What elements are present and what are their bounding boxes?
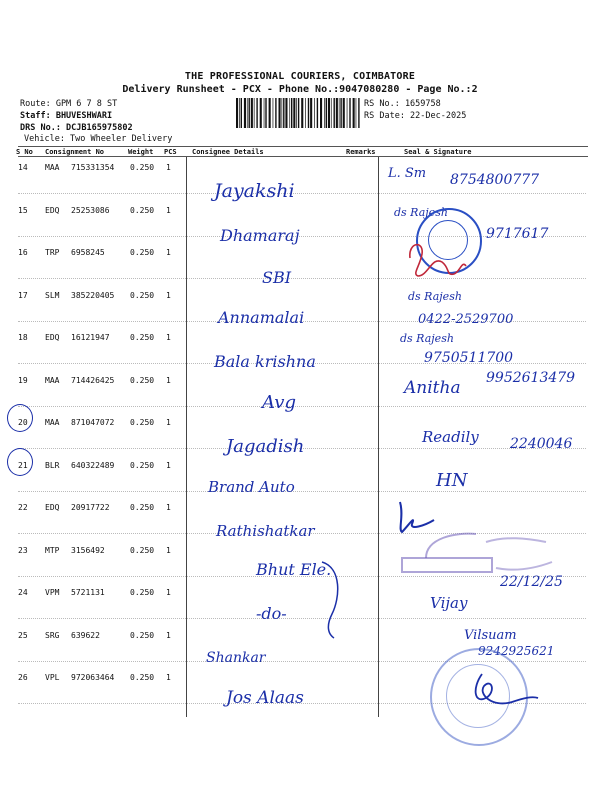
barcode-bar [328, 98, 330, 128]
phone-15: 9717617 [486, 226, 549, 242]
barcode-bar [282, 98, 283, 128]
row-consignment-number: 640322489 [71, 461, 115, 470]
barcode-bar [334, 98, 335, 128]
barcode-bar [296, 98, 297, 128]
header-top-rule [18, 146, 588, 147]
consignee-hand-15: Dhamaraj [220, 226, 300, 245]
row-weight: 0.250 [130, 206, 155, 215]
consignee-hand-22: Rathishatkar [216, 522, 315, 540]
row-consignment-prefix: SRG [45, 631, 60, 640]
col-seal: Seal & Signature [404, 148, 472, 156]
barcode-bar [249, 98, 250, 128]
purple-seal-stamp [396, 528, 556, 588]
barcode-bar [324, 98, 325, 128]
row-consignment-prefix: VPM [45, 588, 60, 597]
barcode-bar [283, 98, 284, 128]
row-consignment-prefix: EDQ [45, 333, 60, 342]
row-pcs: 1 [166, 291, 171, 300]
consignee-divider [186, 157, 187, 717]
signature-21: HN [436, 470, 468, 491]
barcode-bar [331, 98, 332, 128]
row-consignment-prefix: MAA [45, 163, 60, 172]
consignee-hand-17: Annamalai [218, 308, 305, 327]
route-label: Route: GPM 6 7 8 ST [20, 99, 118, 109]
barcode-bar [343, 98, 345, 128]
red-signature-mark [402, 236, 472, 280]
barcode-bar [326, 98, 327, 128]
consignee-hand-26: Shankar [206, 650, 266, 666]
runsheet-subtitle: Delivery Runsheet - PCX - Phone No.:9047080280 - Page No.:2 [122, 84, 478, 95]
row-consignment-prefix: EDQ [45, 206, 60, 215]
signature-14: L. Sm [388, 166, 427, 181]
signature-19: Anitha [404, 378, 461, 398]
row-pcs: 1 [166, 546, 171, 555]
phone-19: 9952613479 [486, 370, 576, 386]
row-consignment-prefix: TRP [45, 248, 60, 257]
row-consignment-number: 385220405 [71, 291, 115, 300]
barcode-bar [254, 98, 255, 128]
row-consignment-prefix: VPL [45, 673, 60, 682]
barcode-bar [273, 98, 274, 128]
row-pcs: 1 [166, 376, 171, 385]
row-consignment-number: 871047072 [71, 418, 115, 427]
barcode-bar [356, 98, 357, 128]
barcode-bar [289, 98, 290, 128]
row-consignment-number: 5721131 [71, 588, 105, 597]
row-weight: 0.250 [130, 376, 155, 385]
row-consignment-number: 16121947 [71, 333, 110, 342]
row-consignment-number: 714426425 [71, 376, 115, 385]
staff-label: Staff: BHUVESHWARI [20, 111, 113, 121]
circled-row-20-mark [7, 404, 33, 432]
row-weight: 0.250 [130, 588, 155, 597]
row-separator [18, 406, 586, 407]
row-pcs: 1 [166, 588, 171, 597]
date-24: 22/12/25 [500, 574, 563, 590]
row-weight: 0.250 [130, 248, 155, 257]
barcode-bar [339, 98, 340, 128]
barcode-bar [244, 98, 246, 128]
consignee-hand-14: Jayakshi [214, 180, 295, 202]
barcode-bar [236, 98, 238, 128]
row-sno: 21 [18, 461, 28, 470]
phone-18: 9750511700 [424, 350, 514, 366]
row-weight: 0.250 [130, 631, 155, 640]
consignee-hand-18: Bala krishna [214, 352, 316, 371]
row-sno: 15 [18, 206, 28, 215]
row-consignment-prefix: MTP [45, 546, 60, 555]
barcode-bar [298, 98, 299, 128]
barcode-bar [269, 98, 271, 128]
circled-row-21-mark [7, 448, 33, 476]
row-weight: 0.250 [130, 546, 155, 555]
row-separator [18, 278, 586, 279]
row-pcs: 1 [166, 461, 171, 470]
company-title: THE PROFESSIONAL COURIERS, COIMBATORE [184, 71, 416, 82]
row-weight: 0.250 [130, 461, 155, 470]
col-consignee: Consignee Details [192, 148, 264, 156]
row-consignment-number: 639622 [71, 631, 100, 640]
barcode-bar [308, 98, 309, 128]
signature-17: ds Rajesh [408, 290, 462, 303]
barcode-bar [264, 98, 265, 128]
consignee-hand-23: Bhut Ele. [256, 560, 332, 579]
barcode-bar [256, 98, 257, 128]
row-weight: 0.250 [130, 418, 155, 427]
phone-17: 0422-2529700 [418, 312, 514, 327]
barcode [236, 98, 360, 128]
barcode-bar [340, 98, 341, 128]
consignee-hand-24: -do- [256, 604, 287, 623]
barcode-bar [247, 98, 248, 128]
row-weight: 0.250 [130, 291, 155, 300]
col-consignment: Consignment No [45, 148, 105, 156]
row-sno: 16 [18, 248, 28, 257]
row-pcs: 1 [166, 418, 171, 427]
row-sno: 18 [18, 333, 28, 342]
barcode-bar [265, 98, 266, 128]
row-sno: 17 [18, 291, 28, 300]
barcode-bar [241, 98, 242, 128]
barcode-bar [349, 98, 350, 128]
vehicle-label: Vehicle: Two Wheeler Delivery [24, 134, 173, 144]
row-separator [18, 193, 586, 194]
signature-18: ds Rajesh [400, 332, 454, 345]
row-consignment-prefix: MAA [45, 376, 60, 385]
barcode-bar [239, 98, 240, 128]
rs-date: RS Date: 22-Dec-2025 [364, 111, 467, 121]
row-separator [18, 491, 586, 492]
row-pcs: 1 [166, 248, 171, 257]
barcode-bar [279, 98, 281, 128]
signature-24: Vijay [430, 594, 468, 612]
barcode-bar [275, 98, 276, 128]
remarks-divider [378, 157, 379, 717]
phone-25: 9242925621 [478, 644, 555, 658]
row-consignment-number: 972063464 [71, 673, 115, 682]
col-sno: S No [16, 148, 33, 156]
row-weight: 0.250 [130, 673, 155, 682]
row-sno: 22 [18, 503, 28, 512]
row-sno: 24 [18, 588, 28, 597]
barcode-bar [353, 98, 355, 128]
row-consignment-prefix: BLR [45, 461, 60, 470]
header-bottom-rule [18, 156, 588, 157]
row-pcs: 1 [166, 631, 171, 640]
signature-15: ds Rajesh [394, 206, 448, 219]
phone-14: 8754800777 [450, 172, 540, 188]
barcode-bar [285, 98, 287, 128]
row-sno: 20 [18, 418, 28, 427]
row-sno: 14 [18, 163, 28, 172]
barcode-bar [293, 98, 295, 128]
row-consignment-number: 3156492 [71, 546, 105, 555]
barcode-bar [251, 98, 253, 128]
barcode-bar [317, 98, 318, 128]
row-sno: 19 [18, 376, 28, 385]
row-weight: 0.250 [130, 333, 155, 342]
row-sno: 26 [18, 673, 28, 682]
signature-26 [452, 668, 542, 718]
barcode-bar [347, 98, 348, 128]
consignee-hand-21: Brand Auto [208, 478, 295, 496]
row-consignment-number: 715331354 [71, 163, 115, 172]
row-consignment-number: 20917722 [71, 503, 110, 512]
row-consignment-prefix: SLM [45, 291, 60, 300]
row-sno: 23 [18, 546, 28, 555]
barcode-bar [336, 98, 338, 128]
row-weight: 0.250 [130, 163, 155, 172]
bracket-mark [318, 558, 348, 642]
consignee-hand-19: Avg [262, 392, 296, 413]
row-consignment-number: 6958245 [71, 248, 105, 257]
col-remarks: Remarks [346, 148, 376, 156]
barcode-bar [291, 98, 292, 128]
signature-20: Readily [422, 428, 479, 446]
row-consignment-prefix: EDQ [45, 503, 60, 512]
barcode-bar [320, 98, 322, 128]
col-pcs: PCS [164, 148, 177, 156]
row-pcs: 1 [166, 163, 171, 172]
phone-20: 2240046 [510, 436, 573, 452]
barcode-bar [305, 98, 306, 128]
row-sno: 25 [18, 631, 28, 640]
barcode-bar [358, 98, 359, 128]
row-pcs: 1 [166, 206, 171, 215]
drs-label: DRS No.: DCJB165975802 [20, 123, 133, 133]
row-separator [18, 618, 586, 619]
consignee-hand-20: Jagadish [226, 436, 305, 457]
barcode-bar [260, 98, 262, 128]
barcode-bar [310, 98, 312, 128]
row-weight: 0.250 [130, 503, 155, 512]
barcode-bar [314, 98, 315, 128]
row-consignment-prefix: MAA [45, 418, 60, 427]
consignee-hand-16: SBI [262, 268, 292, 287]
signature-25: Vilsuam [464, 628, 517, 643]
consignee-hand-extra: Jos Alaas [226, 688, 304, 708]
row-pcs: 1 [166, 333, 171, 342]
col-weight: Weight [128, 148, 154, 156]
row-pcs: 1 [166, 673, 171, 682]
row-pcs: 1 [166, 503, 171, 512]
barcode-bar [301, 98, 303, 128]
row-consignment-number: 25253086 [71, 206, 110, 215]
rs-number: RS No.: 1659758 [364, 99, 441, 109]
